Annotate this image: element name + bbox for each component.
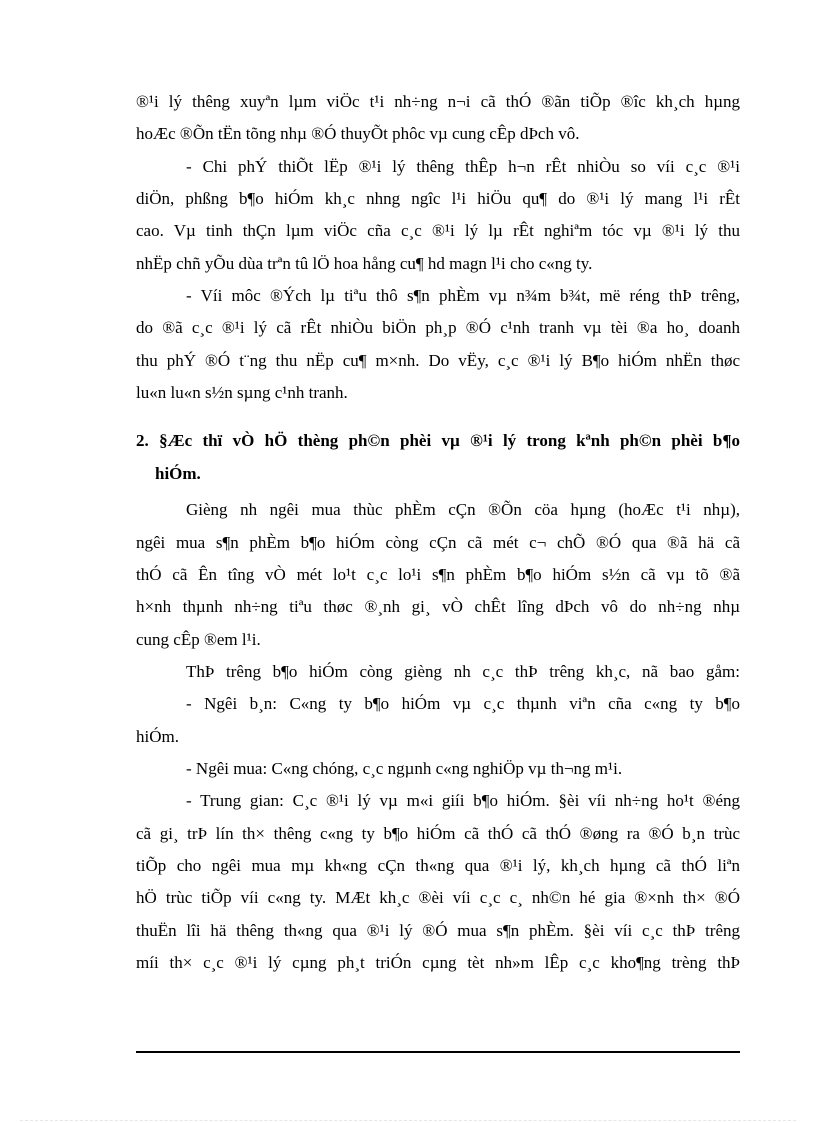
paragraph-line: cao. Vµ tinh thÇn lµm viÖc cña c¸c ®¹i lý lµ rÊt nghiªm tóc vµ ®¹i lý thu — [136, 221, 740, 240]
paragraph-line: lu«n lu«n s½n sµng c¹nh tranh. — [136, 383, 348, 402]
paragraph-line: hoÆc ®Õn tËn tõng nhµ ®Ó thuyÕt phôc vµ cung cÊp dÞch vô. — [136, 124, 580, 143]
page-bottom-edge — [20, 1120, 796, 1121]
paragraph-line: do ®ã c¸c ®¹i lý cã rÊt nhiÒu biÖn ph¸p ®Ó c¹nh tranh vµ tèi ®a ho¸ doanh — [136, 318, 740, 337]
paragraph-line: hiÓm. — [136, 727, 179, 746]
paragraph-line: h×nh thµnh nh÷ng tiªu thøc ®¸nh gi¸ vÒ chÊt lîng dÞch vô do nh÷ng nhµ — [136, 597, 740, 616]
paragraph-line: cung cÊp ®em l¹i. — [136, 630, 261, 649]
section-heading: hiÓm. — [155, 464, 201, 483]
paragraph-line: míi th× c¸c ®¹i lý cµng ph¸t triÓn cµng tèt nh»m lÊp c¸c kho¶ng trèng thÞ — [136, 953, 740, 972]
paragraph-line: - Ngêi b¸n: C«ng ty b¶o hiÓm vµ c¸c thµnh viªn cña c«ng ty b¶o — [186, 694, 740, 713]
paragraph-line: cã gi¸ trÞ lín th× thêng c«ng ty b¶o hiÓm cã thÓ cã thÓ ®øng ra ®Ó b¸n trùc — [136, 824, 740, 843]
paragraph-line: - Ngêi mua: C«ng chóng, c¸c ngµnh c«ng nghiÖp vµ th¬ng m¹i. — [186, 759, 623, 778]
paragraph-line: thuËn lîi hä thêng th«ng qua ®¹i lý ®Ó mua s¶n phÈm. §èi víi c¸c thÞ trêng — [136, 921, 740, 940]
paragraph-line: Gièng nh ngêi mua thùc phÈm cÇn ®Õn cöa hµng (hoÆc t¹i nhµ), — [186, 500, 740, 519]
footer-rule — [136, 1051, 740, 1053]
paragraph-line: - Chi phÝ thiÕt lËp ®¹i lý thêng thÊp h¬n rÊt nhiÒu so víi c¸c ®¹i — [186, 157, 740, 176]
section-heading: 2. §Æc thï vÒ hÖ thèng ph©n phèi vµ ®¹i lý trong kªnh ph©n phèi b¶o — [136, 431, 740, 450]
paragraph-line: - Trung gian: C¸c ®¹i lý vµ m«i giíi b¶o hiÓm. §èi víi nh÷ng ho¹t ®éng — [186, 791, 740, 810]
paragraph-line: ®¹i lý thêng xuyªn lµm viÖc t¹i nh÷ng n¬i cã thÓ ®ãn tiÕp ®îc kh¸ch hµng — [136, 92, 740, 111]
paragraph-line: ThÞ trêng b¶o hiÓm còng gièng nh c¸c thÞ trêng kh¸c, nã bao gåm: — [186, 662, 740, 681]
paragraph-line: thÓ cã Ên tîng vÒ mét lo¹t c¸c lo¹i s¶n phÈm b¶o hiÓm s½n cã vµ tõ ®ã — [136, 565, 740, 584]
paragraph-line: thu phÝ ®Ó t¨ng thu nËp cu¶ m×nh. Do vËy, c¸c ®¹i lý B¶o hiÓm nhËn thøc — [136, 351, 740, 370]
paragraph-line: nhËp chñ yÕu dùa trªn tû lÖ hoa hång cu¶ hd magn l¹i cho c«ng ty. — [136, 254, 593, 273]
paragraph-line: tiÕp cho ngêi mua mµ kh«ng cÇn th«ng qua ®¹i lý, kh¸ch hµng cã thÓ liªn — [136, 856, 740, 875]
paragraph-line: - Víi môc ®Ých lµ tiªu thô s¶n phÈm vµ n¾m b¾t, më réng thÞ trêng, — [186, 286, 740, 305]
paragraph-line: hÖ trùc tiÕp víi c«ng ty. MÆt kh¸c ®èi víi c¸c c¸ nh©n hé gia ®×nh th× ®Ó — [136, 888, 740, 907]
paragraph-line: diÖn, phßng b¶o hiÓm kh¸c nhng ngîc l¹i hiÖu qu¶ do ®¹i lý mang l¹i rÊt — [136, 189, 740, 208]
paragraph-line: ngêi mua s¶n phÈm b¶o hiÓm còng cÇn cã mét c¬ chÕ ®Ó qua ®ã hä cã — [136, 533, 740, 552]
